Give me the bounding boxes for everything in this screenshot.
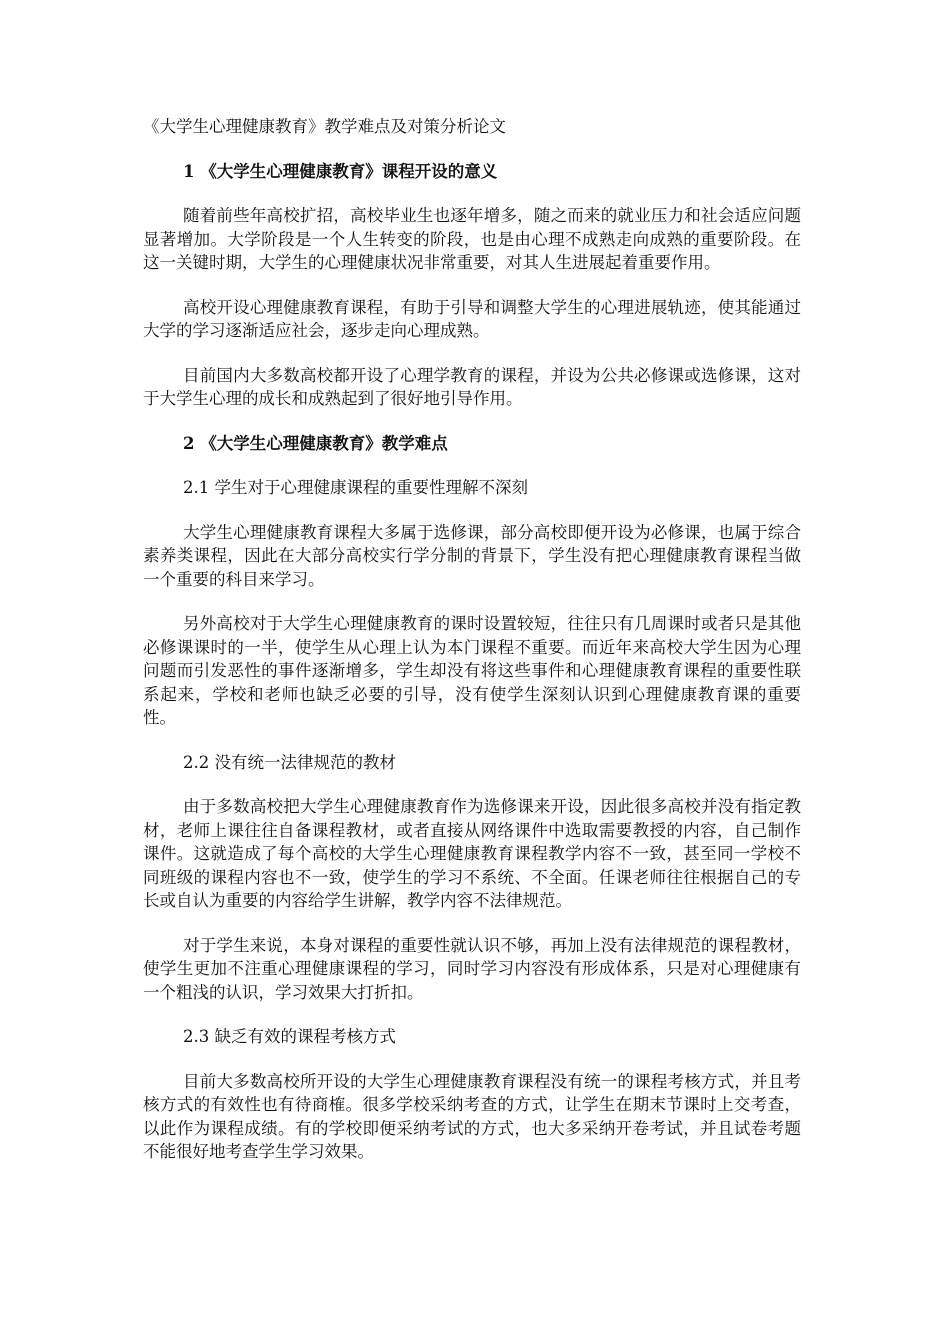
- section-2-3-paragraph-1: 目前大多数高校所开设的大学生心理健康教育课程没有统一的课程考核方式，并且考核方式的有效性也有待商榷。很多学校采纳考查的方式，让学生在期末节课时上交考查，以此作为课程成绩。有的学校即便采纳考试的方式，也大多采纳开卷考试，并且试卷考题不能很好地考查学生学习效果。: [143, 1071, 801, 1161]
- document-page: [143, 115, 801, 1185]
- section-2-heading: 2 《大学生心理健康教育》教学难点: [183, 433, 448, 453]
- section-1-paragraph-2: 高校开设心理健康教育课程，有助于引导和调整大学生的心理进展轨迹，使其能通过大学的学习逐渐适应社会，逐步走向心理成熟。: [143, 297, 801, 340]
- section-2-1-heading: 2.1 学生对于心理健康课程的重要性理解不深刻: [183, 478, 528, 497]
- section-1-heading: 1 《大学生心理健康教育》课程开设的意义: [183, 161, 498, 181]
- section-2-1-paragraph-1: 大学生心理健康教育课程大多属于选修课，部分高校即便开设为必修课，也属于综合素养类课程，因此在大部分高校实行学分制的背景下，学生没有把心理健康教育课程当做一个重要的科目来学习。: [143, 522, 801, 589]
- section-2-1-paragraph-2: 另外高校对于大学生心理健康教育的课时设置较短，往往只有几周课时或者只是其他必修课课时的一半，使学生从心理上认为本门课程不重要。而近年来高校大学生因为心理问题而引发恶性的事件逐渐增多，学生却没有将这些事件和心理健康教育课程的重要性联系起来，学校和老师也缺乏必要的引导，没有使学生深刻认识到心理健康教育课的重要性。: [143, 614, 801, 727]
- section-2-2-heading: 2.2 没有统一法律规范的教材: [183, 752, 396, 772]
- section-2-2-paragraph-1: 由于多数高校把大学生心理健康教育作为选修课来开设，因此很多高校并没有指定教材，老师上课往往自备课程教材，或者直接从网络课件中选取需要教授的内容，自己制作课件。这就造成了每个高校的大学生心理健康教育课程教学内容不一致，甚至同一学校不同班级的课程内容也不一致，使学生的学习不系统、不全面。任课老师往往根据自己的专长或自认为重要的内容给学生讲解，教学内容不法律规范。: [143, 797, 801, 910]
- section-2-2-paragraph-2: 对于学生来说，本身对课程的重要性就认识不够，再加上没有法律规范的课程教材，使学生更加不注重心理健康课程的学习，同时学习内容没有形成体系，只是对心理健康有一个粗浅的认识，学习效果大打折扣。: [143, 935, 801, 1002]
- section-1-paragraph-3: 目前国内大多数高校都开设了心理学教育的课程，并设为公共必修课或选修课，这对于大学生心理的成长和成熟起到了很好地引导作用。: [143, 365, 801, 408]
- section-2-3-heading: 2.3 缺乏有效的课程考核方式: [183, 1027, 396, 1046]
- section-1-paragraph-1: 随着前些年高校扩招，高校毕业生也逐年增多，随之而来的就业压力和社会适应问题显著增加。大学阶段是一个人生转变的阶段，也是由心理不成熟走向成熟的重要阶段。在这一关键时期，大学生的心理健康状况非常重要，对其人生进展起着重要作用。: [143, 206, 801, 272]
- document-title: 《大学生心理健康教育》教学难点及对策分析论文: [143, 117, 506, 136]
